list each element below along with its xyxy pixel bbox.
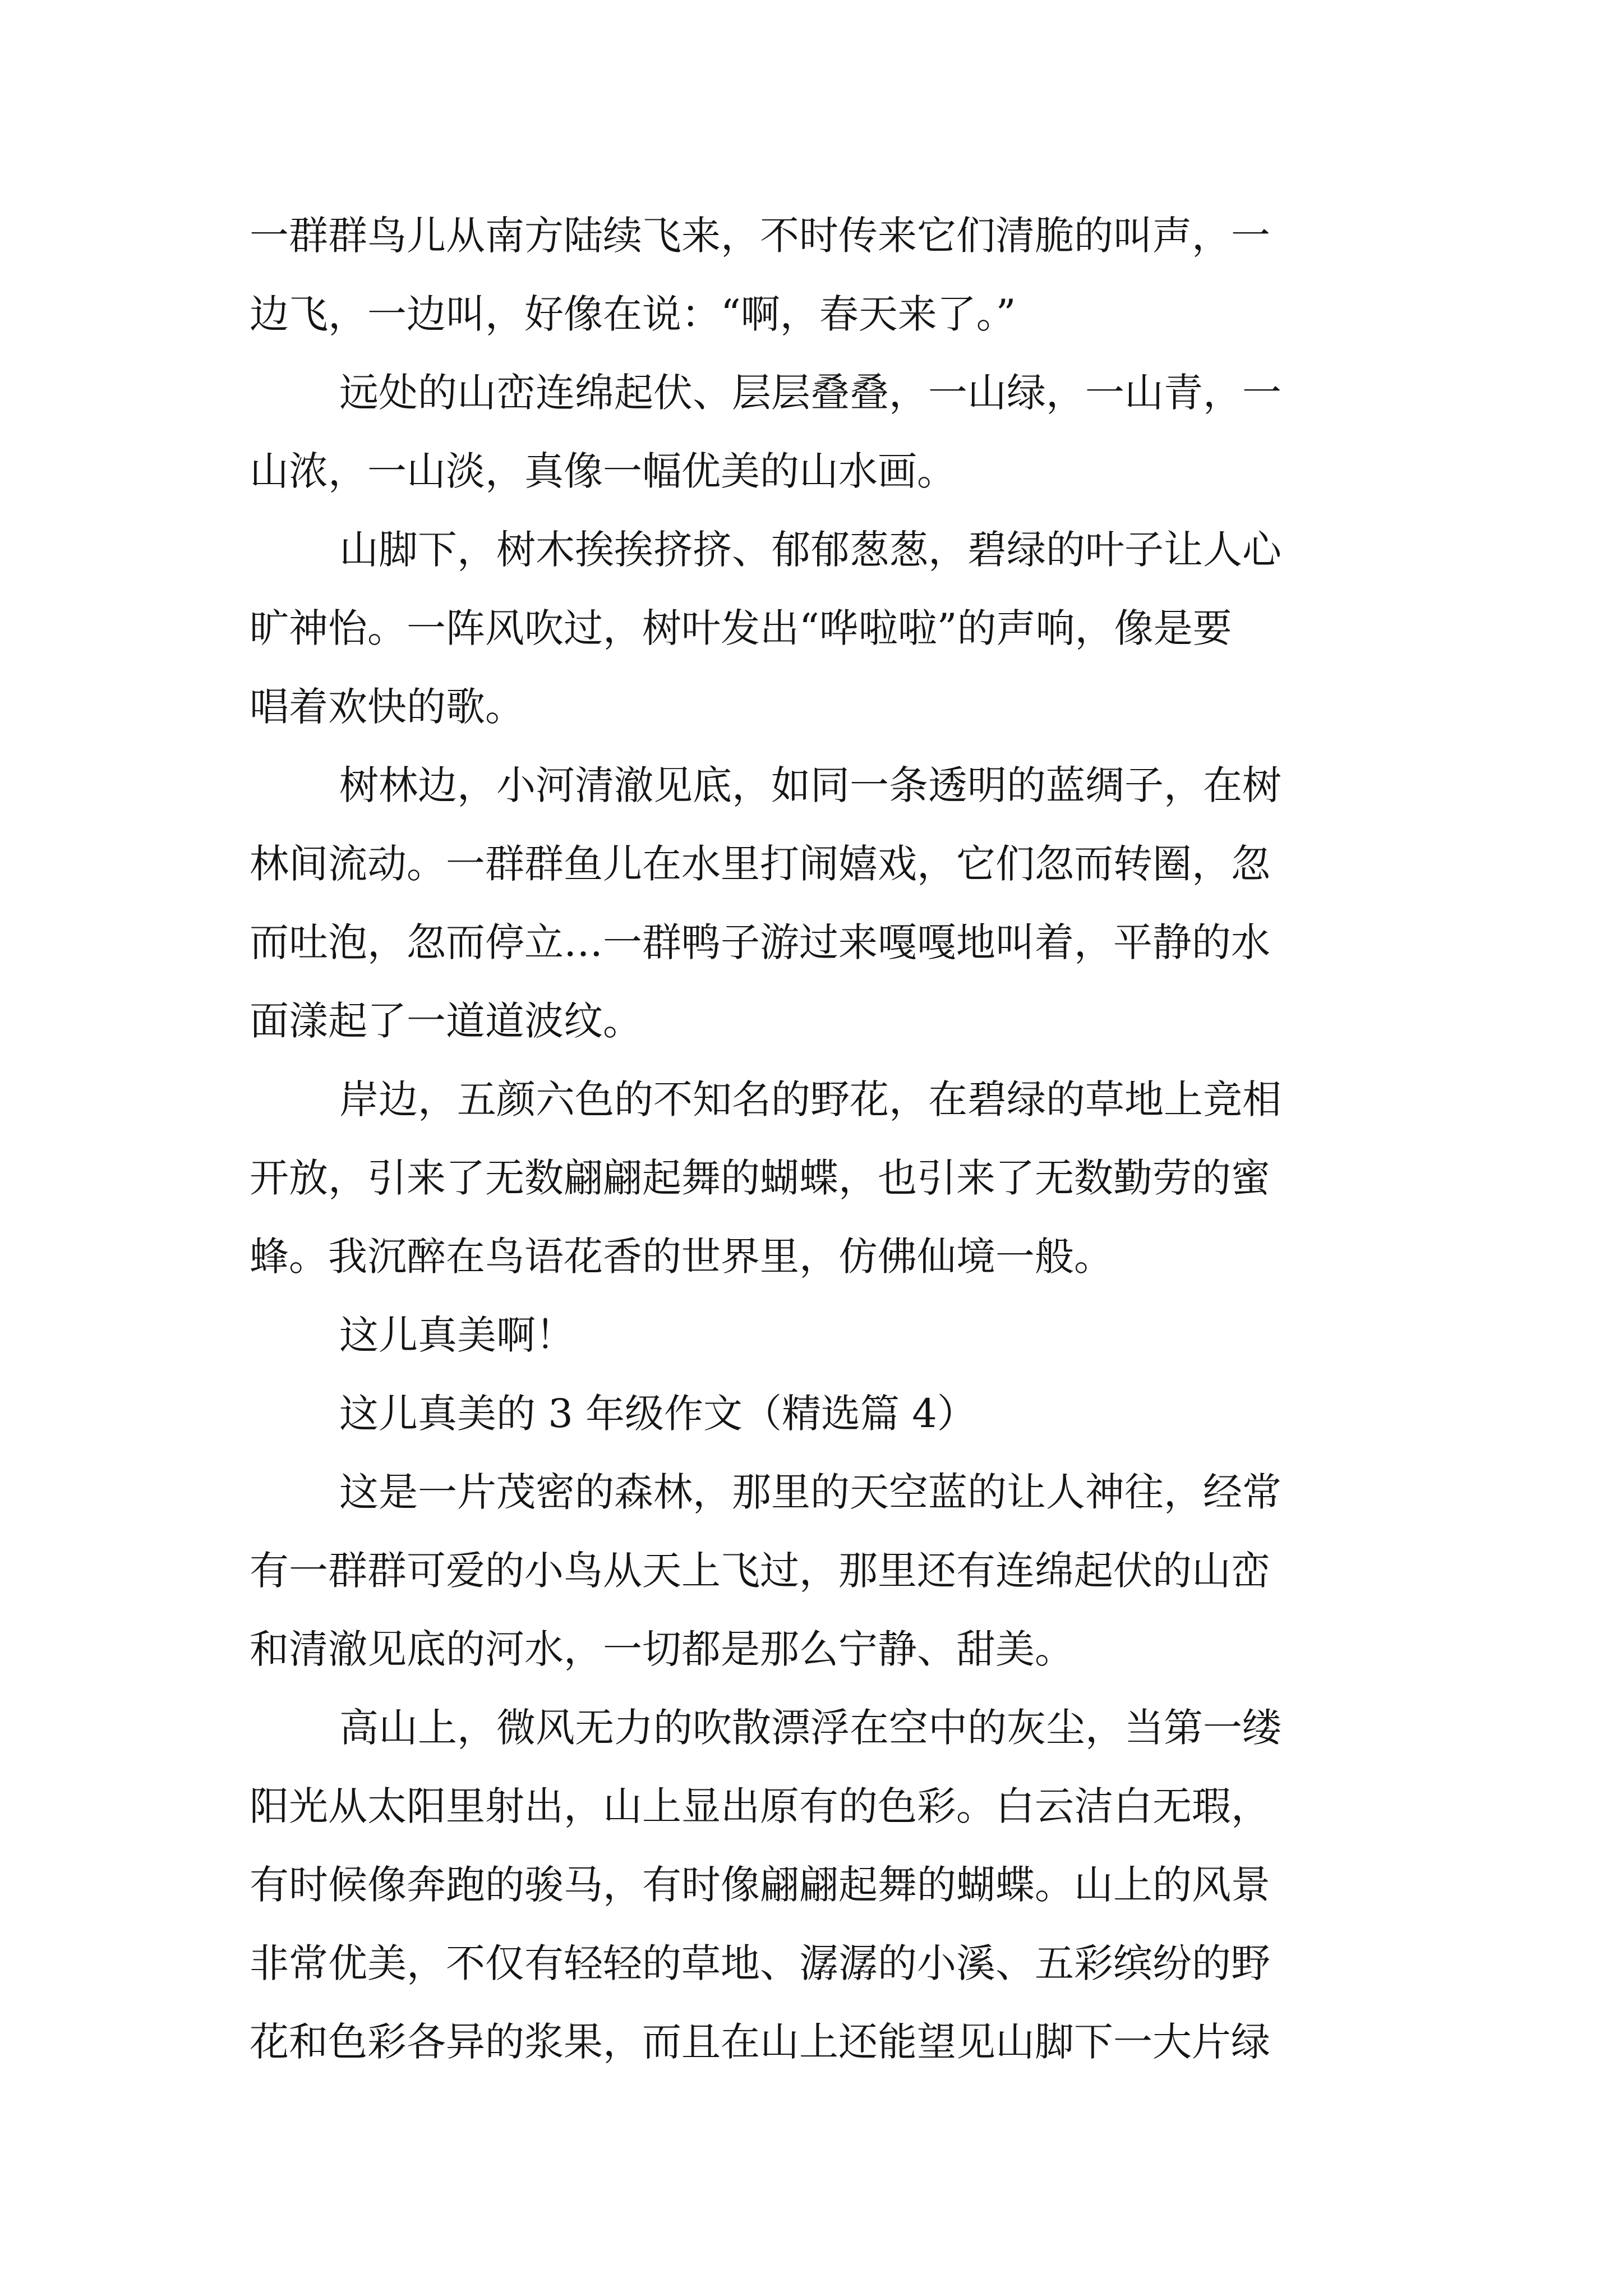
text-line: 面漾起了一道道波纹。 bbox=[250, 998, 642, 1044]
text-line: 树林边，小河清澈见底，如同一条透明的蓝绸子，在树 bbox=[339, 762, 1281, 808]
text-line: 而吐泡，忽而停立…一群鸭子游过来嘎嘎地叫着，平静的水 bbox=[250, 919, 1270, 965]
text-line: 岸边，五颜六色的不知名的野花，在碧绿的草地上竞相 bbox=[339, 1076, 1281, 1122]
text-line: 蜂。我沉醉在鸟语花香的世界里，仿佛仙境一般。 bbox=[250, 1234, 1113, 1280]
text-line: 非常优美，不仅有轻轻的草地、潺潺的小溪、五彩缤纷的野 bbox=[250, 1940, 1270, 1986]
text-line: 高山上，微风无力的吹散漂浮在空中的灰尘，当第一缕 bbox=[339, 1705, 1281, 1751]
text-line: 阳光从太阳里射出，山上显出原有的色彩。白云洁白无瑕， bbox=[250, 1783, 1270, 1829]
text-line: 山脚下，树木挨挨挤挤、郁郁葱葱，碧绿的叶子让人心 bbox=[339, 527, 1281, 573]
text-line: 一群群鸟儿从南方陆续飞来，不时传来它们清脆的叫声，一 bbox=[250, 213, 1270, 259]
text-line: 林间流动。一群群鱼儿在水里打闹嬉戏，它们忽而转圈，忽 bbox=[250, 841, 1270, 887]
section-heading: 这儿真美的 3 年级作文（精选篇 4） bbox=[339, 1391, 976, 1437]
text-line: 山浓，一山淡，真像一幅优美的山水画。 bbox=[250, 448, 956, 494]
text-line: 旷神怡。一阵风吹过，树叶发出“哗啦啦”的声响，像是要 bbox=[250, 605, 1232, 651]
text-line: 边飞，一边叫，好像在说：“啊，春天来了。” bbox=[250, 291, 1016, 337]
text-line: 这儿真美啊！ bbox=[339, 1312, 575, 1358]
text-line: 开放，引来了无数翩翩起舞的蝴蝶，也引来了无数勤劳的蜜 bbox=[250, 1155, 1270, 1201]
text-line: 有一群群可爱的小鸟从天上飞过，那里还有连绵起伏的山峦 bbox=[250, 1548, 1270, 1594]
text-line: 唱着欢快的歌。 bbox=[250, 684, 524, 730]
text-line: 花和色彩各异的浆果，而且在山上还能望见山脚下一大片绿 bbox=[250, 2019, 1270, 2065]
text-line: 和清澈见底的河水，一切都是那么宁静、甜美。 bbox=[250, 1626, 1074, 1672]
text-line: 这是一片茂密的森林，那里的天空蓝的让人神往，经常 bbox=[339, 1469, 1281, 1515]
text-line: 有时候像奔跑的骏马，有时像翩翩起舞的蝴蝶。山上的风景 bbox=[250, 1862, 1270, 1908]
text-line: 远处的山峦连绵起伏、层层叠叠，一山绿，一山青，一 bbox=[339, 370, 1281, 416]
